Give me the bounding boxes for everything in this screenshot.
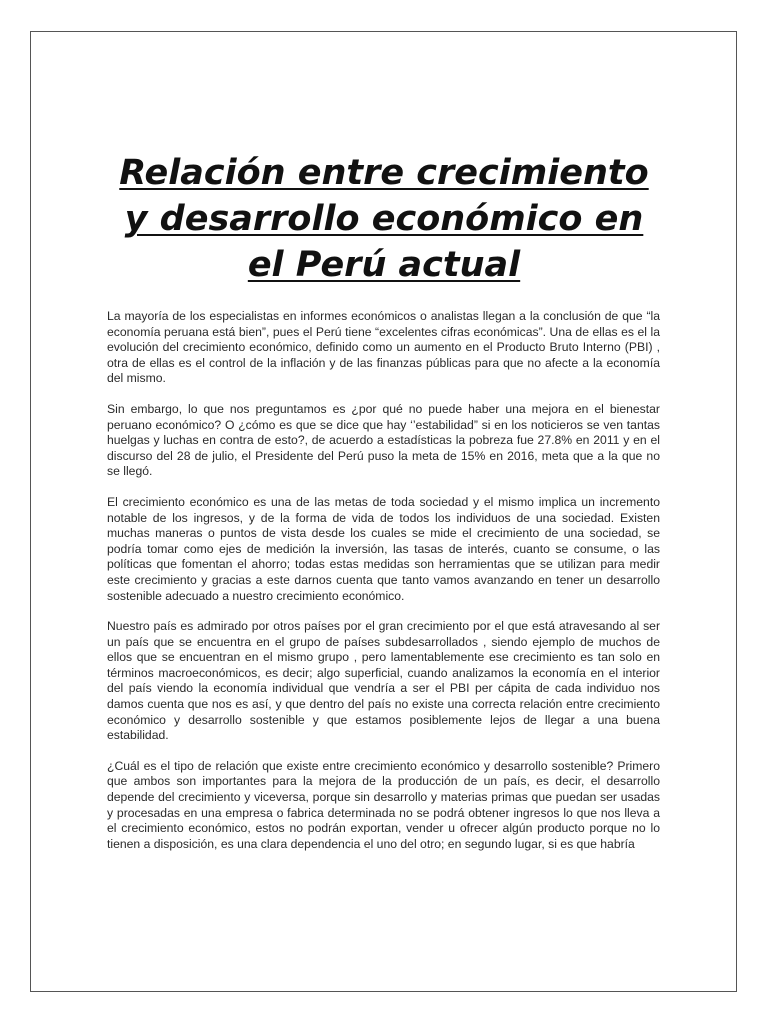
title-line-1: Relación entre crecimiento <box>119 153 649 193</box>
title-line-2: y desarrollo económico en <box>124 199 644 239</box>
paragraph-1: La mayoría de los especialistas en informes económicos o analistas llegan a la conclusión de que “la economía peruana está bien”, pues el Perú tiene “excelentes cifras económicas”. Una de ellas es el la evolución del crecimiento económico, definido como un aumento en el Producto Bruto Interno (PBI) , otra de ellas es el control de la inflación y de las finanzas públicas para que no afecte a la economía del mismo. <box>107 309 660 386</box>
paragraph-4: Nuestro país es admirado por otros países por el gran crecimiento por el que está atravesando al ser un país que se encuentra en el grupo de países subdesarrollados , siendo ejemplo de muchos de ellos que se encuentran en el mismo grupo , pero lamentablemente ese crecimiento es tan solo en términos macroeconómicos, es decir; algo superficial, cuando analizamos la economía en el interior del país viendo la economía individual que vendría a ser el PBI per cápita de cada individuo nos damos cuenta que nos es así, y que dentro del país no existe una correcta relación entre crecimiento económico y desarrollo sostenible y que estamos posiblemente lejos de llegar a una buena estabilidad. <box>107 619 660 743</box>
paragraph-2: Sin embargo, lo que nos preguntamos es ¿por qué no puede haber una mejora en el bienestar peruano económico? O ¿cómo es que se dice que hay ‘’estabilidad” si en los noticieros se ven tantas huelgas y luchas en contra de esto?, de acuerdo a estadísticas la pobreza fue 27.8% en 2011 y en el discurso del 28 de julio, el Presidente del Perú puso la meta de 15% en 2016, meta que a la que no se llegó. <box>107 401 660 479</box>
document-title <box>0 150 768 288</box>
paragraph-3: El crecimiento económico es una de las metas de toda sociedad y el mismo implica un incremento notable de los ingresos, y de la forma de vida de todos los individuos de una sociedad. Existen muchas maneras o puntos de vista desde los cuales se mide el crecimiento de una sociedad, se podría tomar como ejes de medición la inversión, las tasas de interés, cuanto se consume, o las políticas que fomentan el ahorro; todas estas medidas son herramientas que se utilizan para medir este crecimiento y gracias a este darnos cuenta que tanto vamos avanzando en tener un desarrollo sostenible adecuado a nuestro crecimiento económico. <box>107 494 660 603</box>
document-body <box>107 309 660 867</box>
paragraph-5: ¿Cuál es el tipo de relación que existe entre crecimiento económico y desarrollo sostenible? Primero que ambos son importantes para la mejora de la producción de un país, es decir, el desarrollo depende del crecimiento y viceversa, porque sin desarrollo y materias primas que puedan ser usadas y procesadas en una empresa o fabrica determinada no se podrá obtener ingresos lo que nos lleva a el crecimiento económico, estos no podrán exportan, vender u ofrecer algún producto porque no lo tienen a disposición, es una clara dependencia el uno del otro; en segundo lugar, si es que habría <box>107 758 660 851</box>
title-line-3: el Perú actual <box>247 245 521 285</box>
